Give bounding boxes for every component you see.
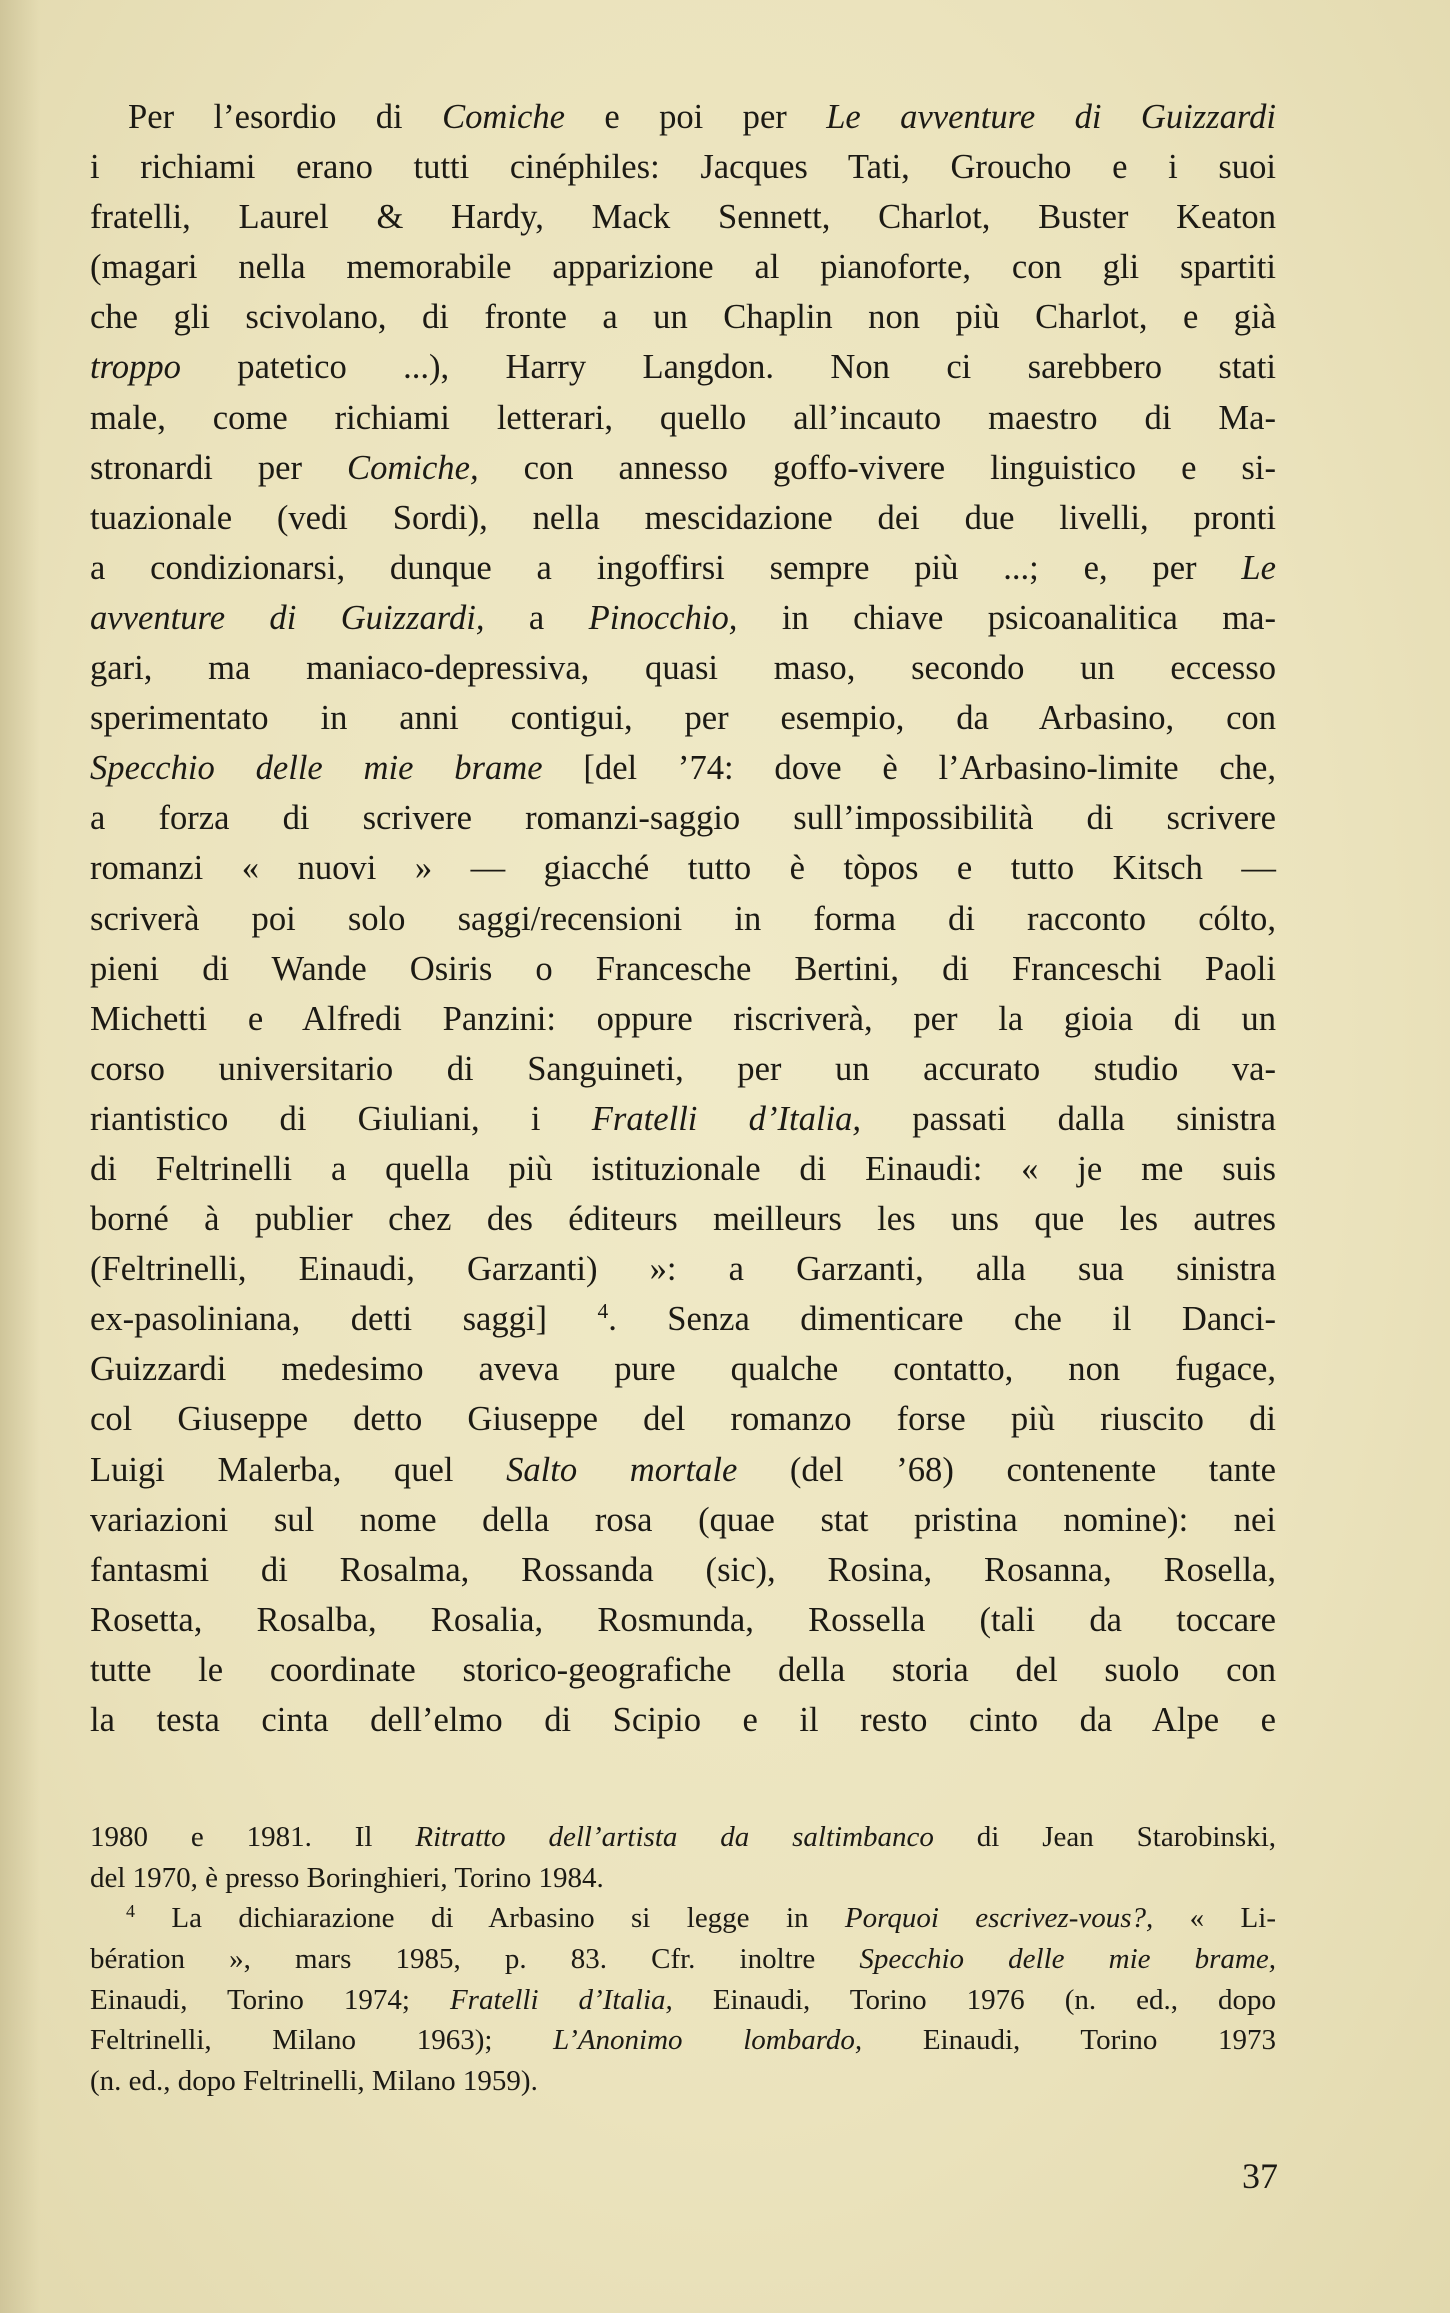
text-run: . Senza dimenticare che il Danci- <box>608 1300 1276 1339</box>
text-line <box>90 142 1276 192</box>
text-run: a <box>484 598 589 637</box>
text-run: Einaudi, Torino 1974; <box>90 1983 450 2016</box>
text-line <box>90 793 1276 843</box>
text-run: (del ’68) contenente tante <box>737 1450 1276 1489</box>
text-run: 1980 e 1981. Il <box>90 1821 416 1853</box>
text-run: scriverà poi solo saggi/recensioni in forma di racconto cólto, <box>90 899 1276 938</box>
text-line <box>90 443 1276 493</box>
italic-text: Fratelli d’Italia, <box>449 1983 673 2016</box>
text-run: Feltrinelli, Milano 1963); <box>90 2024 554 2057</box>
text-run: riantistico di Giuliani, i <box>90 1099 592 1138</box>
text-run: [del ’74: dove è l’Arbasino-limite che, <box>542 749 1277 788</box>
body-text <box>90 92 1276 1745</box>
text-run: Einaudi, Torino 1976 (n. ed., dopo <box>672 1983 1276 2016</box>
italic-text: Fratelli d’Italia, <box>591 1099 862 1138</box>
page-gutter-shadow <box>0 0 40 2313</box>
text-line <box>90 843 1276 893</box>
text-run: e poi per <box>564 98 827 136</box>
text-line <box>90 643 1276 693</box>
text-run: pieni di Wande Osiris o Francesche Bertini, di Franceschi Paoli <box>90 949 1276 988</box>
footnote-line <box>90 1898 1276 1939</box>
footnote-ref: 4 <box>126 1901 135 1922</box>
italic-text: Porquoi escrivez-vous?, <box>844 1902 1154 1935</box>
text-run: di Jean Starobinski, <box>933 1821 1277 1853</box>
text-run: La dichiarazione di Arbasino si legge in <box>134 1902 845 1935</box>
text-run: corso universitario di Sanguineti, per un accurato studio va- <box>90 1049 1276 1088</box>
page-number: 37 <box>1242 2156 1278 2196</box>
text-line <box>90 593 1276 643</box>
text-run: fratelli, Laurel & Hardy, Mack Sennett, Charlot, Buster Keaton <box>90 198 1276 237</box>
text-line <box>90 1244 1276 1294</box>
text-run: a condizionarsi, dunque a ingoffirsi sempre più ...; e, per <box>90 548 1242 587</box>
text-run: fantasmi di Rosalma, Rossanda (sic), Rosina, Rosanna, Rosella, <box>90 1550 1276 1589</box>
text-run: ex-pasoliniana, detti saggi] <box>90 1300 598 1339</box>
text-line <box>90 1595 1276 1645</box>
text-line <box>90 1294 1276 1344</box>
text-run: passati dalla sinistra <box>861 1099 1276 1138</box>
text-run: patetico ...), Harry Langdon. Non ci sarebbero stati <box>180 348 1276 387</box>
text-run: borné à publier chez des éditeurs meilleurs les uns que les autres <box>90 1200 1276 1239</box>
text-line <box>90 1144 1276 1194</box>
text-line <box>90 493 1276 543</box>
text-line <box>90 1545 1276 1595</box>
text-run: sperimentato in anni contigui, per esempio, da Arbasino, con <box>90 699 1276 738</box>
text-line <box>90 1094 1276 1144</box>
italic-text: Le avventure di Guizzardi <box>826 98 1276 136</box>
text-run: tutte le coordinate storico-geografiche della storia del suolo con <box>90 1650 1276 1689</box>
text-run: romanzi « nuovi » — giacché tutto è tòpos e tutto Kitsch — <box>90 849 1276 888</box>
footnote-line <box>90 2061 1276 2102</box>
footnote-ref: 4 <box>597 1299 609 1324</box>
text-line <box>90 1695 1276 1745</box>
text-line <box>90 944 1276 994</box>
text-line <box>90 994 1276 1044</box>
italic-text: L’Anonimo lombardo, <box>553 2024 863 2057</box>
footnote-line <box>90 1980 1276 2021</box>
text-run: tuazionale (vedi Sordi), nella mescidazione dei due livelli, pronti <box>90 498 1276 537</box>
text-line <box>90 894 1276 944</box>
italic-text: Specchio delle mie brame <box>90 749 543 788</box>
text-run: « Li- <box>1153 1902 1276 1935</box>
text-run: variazioni sul nome della rosa (quae stat pristina nomine): nei <box>90 1500 1276 1539</box>
text-run: che gli scivolano, di fronte a un Chaplin non più Charlot, e già <box>90 298 1276 337</box>
text-run: bération », mars 1985, p. 83. Cfr. inoltre <box>90 1943 860 1976</box>
text-run: la testa cinta dell’elmo di Scipio e il resto cinto da Alpe e <box>90 1701 1276 1739</box>
text-line <box>90 342 1276 392</box>
italic-text: Salto mortale <box>506 1450 738 1489</box>
text-run: col Giuseppe detto Giuseppe del romanzo forse più riuscito di <box>90 1400 1276 1439</box>
footnotes <box>90 1817 1276 2102</box>
text-run: in chiave psicoanalitica ma- <box>737 598 1276 637</box>
footnote-line <box>90 2020 1276 2061</box>
text-run: i richiami erano tutti cinéphiles: Jacques Tati, Groucho e i suoi <box>90 148 1276 187</box>
italic-text: Specchio delle mie brame, <box>859 1943 1276 1976</box>
text-run: Per l’esordio di <box>128 98 443 136</box>
text-line <box>90 192 1276 242</box>
italic-text: Comiche, <box>347 448 479 487</box>
text-run: Einaudi, Torino 1973 <box>862 2024 1276 2057</box>
text-run: a forza di scrivere romanzi-saggio sull’impossibilità di scrivere <box>90 799 1276 838</box>
italic-text: Le <box>1241 548 1276 587</box>
text-run: di Feltrinelli a quella più istituzionale di Einaudi: « je me suis <box>90 1149 1276 1188</box>
italic-text: troppo <box>90 348 181 387</box>
text-run: gari, ma maniaco-depressiva, quasi maso, secondo un eccesso <box>90 649 1276 688</box>
text-run: male, come richiami letterari, quello all’incauto maestro di Ma- <box>90 398 1276 437</box>
text-line <box>90 292 1276 342</box>
text-run: del 1970, è presso Boringhieri, Torino 1984. <box>90 1861 604 1894</box>
text-line <box>90 1445 1276 1495</box>
text-run: (n. ed., dopo Feltrinelli, Milano 1959). <box>90 2065 538 2098</box>
text-line <box>90 543 1276 593</box>
text-line <box>90 242 1276 292</box>
italic-text: Comiche <box>442 98 565 136</box>
footnote-line <box>90 1939 1276 1980</box>
text-line <box>90 693 1276 743</box>
text-line <box>90 92 1276 142</box>
text-run: Michetti e Alfredi Panzini: oppure riscriverà, per la gioia di un <box>90 999 1276 1038</box>
text-line <box>90 1194 1276 1244</box>
text-line <box>90 1394 1276 1444</box>
text-run: stronardi per <box>90 448 348 487</box>
italic-text: Ritratto dell’artista da saltimbanco <box>415 1821 934 1853</box>
footnote-line <box>90 1858 1276 1899</box>
italic-text: avventure di Guizzardi, <box>90 598 485 637</box>
text-run: con annesso goffo-vivere linguistico e si- <box>478 448 1276 487</box>
text-run: Luigi Malerba, quel <box>90 1450 507 1489</box>
text-line <box>90 1495 1276 1545</box>
text-line <box>90 1044 1276 1094</box>
text-line <box>90 393 1276 443</box>
footnote-line <box>90 1817 1276 1858</box>
text-run: Rosetta, Rosalba, Rosalia, Rosmunda, Rossella (tali da toccare <box>90 1600 1276 1639</box>
text-run: Guizzardi medesimo aveva pure qualche contatto, non fugace, <box>90 1350 1276 1389</box>
italic-text: Pinocchio, <box>588 598 738 637</box>
text-line <box>90 1645 1276 1695</box>
text-run: (Feltrinelli, Einaudi, Garzanti) »: a Garzanti, alla sua sinistra <box>90 1250 1276 1289</box>
text-line <box>90 743 1276 793</box>
text-line <box>90 1344 1276 1394</box>
text-run: (magari nella memorabile apparizione al pianoforte, con gli spartiti <box>90 248 1276 287</box>
